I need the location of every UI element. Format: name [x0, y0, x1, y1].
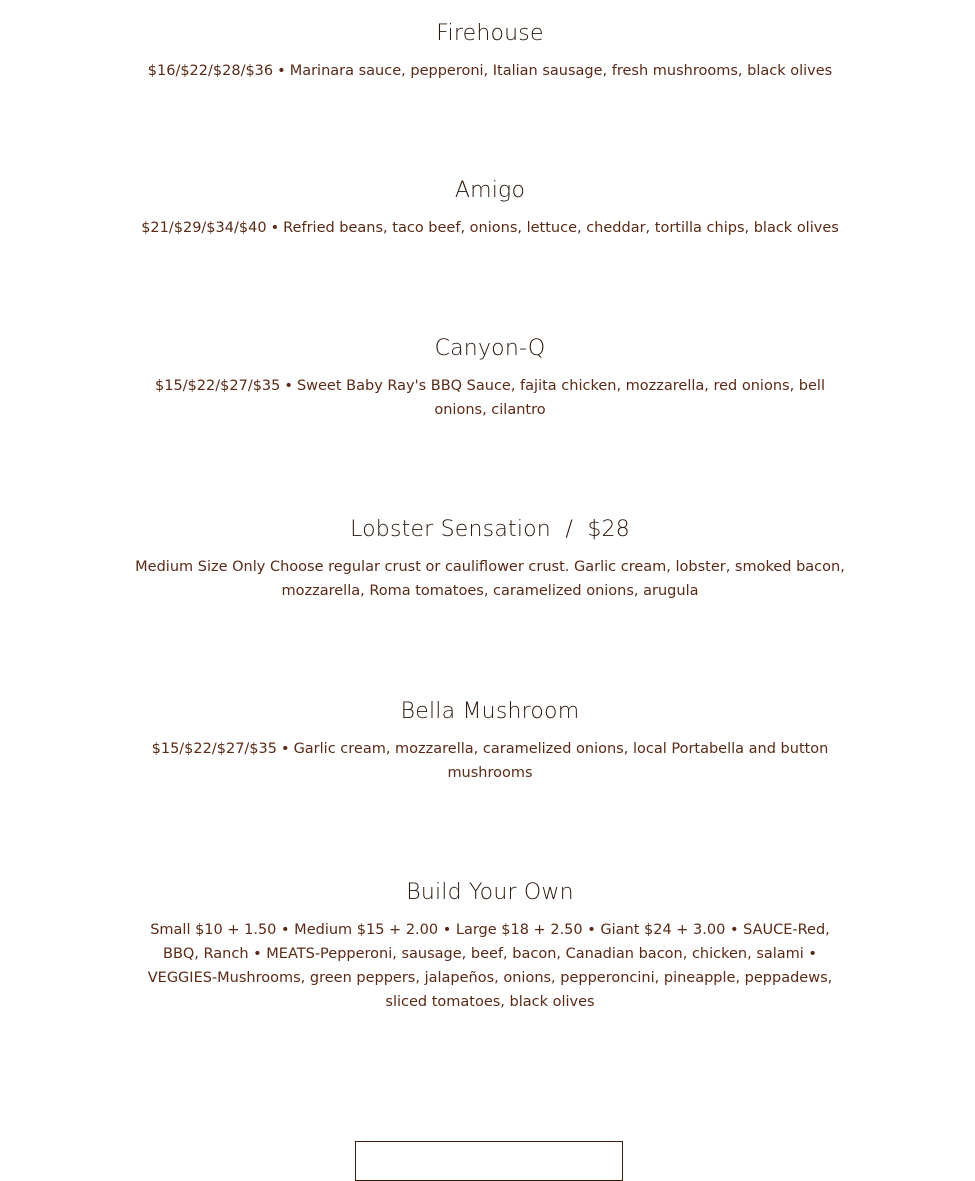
- bullet-separator: •: [270, 220, 280, 236]
- item-title: Bella Mushroom: [400, 699, 580, 724]
- item-description: [135, 555, 845, 603]
- item-description: [135, 59, 845, 83]
- bullet-separator: •: [284, 378, 293, 394]
- item-ingredients: Medium Size Only Choose regular crust or cauliflower crust. Garlic cream, lobster, smoked bacon, mozzarella, Roma tomatoes, caramelized onions, arugula: [135, 559, 845, 599]
- item-description: [135, 374, 845, 422]
- item-title: Canyon-Q: [434, 336, 546, 361]
- bullet-separator: •: [277, 63, 286, 79]
- item-price: $15/$22/$27/$35: [155, 378, 281, 394]
- item-description: [135, 216, 845, 240]
- item-price: $21/$29/$34/$40: [141, 220, 267, 236]
- item-ingredients: Small $10 + 1.50 • Medium $15 + 2.00 • Large $18 + 2.50 • Giant $24 + 3.00 • SAUCE-Red, BBQ, Ranch • MEATS-Pepperoni, sausage, beef, bacon, Canadian bacon, chicken, salami • VEGGIES-Mushrooms, green peppers, jalapeños, onions, pepperoncini, pineapple, peppadews, sliced tomatoes, black olives: [147, 922, 833, 1010]
- item-price: $16/$22/$28/$36: [147, 63, 274, 79]
- item-ingredients: Marinara sauce, pepperoni, Italian sausage, fresh mushrooms, black olives: [289, 63, 833, 79]
- menu-item-bella-mushroom: [135, 698, 845, 785]
- item-price: $15/$22/$27/$35: [151, 741, 277, 757]
- menu-item-firehouse: [135, 20, 845, 83]
- bottom-button-frame[interactable]: [355, 1141, 623, 1181]
- item-description: [135, 737, 845, 785]
- item-ingredients: Garlic cream, mozzarella, caramelized onions, local Portabella and button mushrooms: [293, 741, 829, 781]
- menu-item-build-your-own: [135, 879, 845, 1014]
- item-description: [135, 918, 845, 1014]
- menu-item-canyon-q: [135, 335, 845, 422]
- item-ingredients: Sweet Baby Ray's BBQ Sauce, fajita chicken, mozzarella, red onions, bell onions, cilantro: [296, 378, 825, 418]
- item-title: Amigo: [454, 178, 526, 203]
- item-title: Lobster Sensation / $28: [350, 517, 630, 542]
- item-title: Firehouse: [436, 21, 544, 46]
- item-title: Build Your Own: [406, 880, 574, 905]
- bullet-separator: •: [281, 741, 290, 757]
- menu-item-amigo: [135, 177, 845, 240]
- menu-item-lobster-sensation: [135, 516, 845, 603]
- item-ingredients: Refried beans, taco beef, onions, lettuce, cheddar, tortilla chips, black olives: [283, 220, 839, 236]
